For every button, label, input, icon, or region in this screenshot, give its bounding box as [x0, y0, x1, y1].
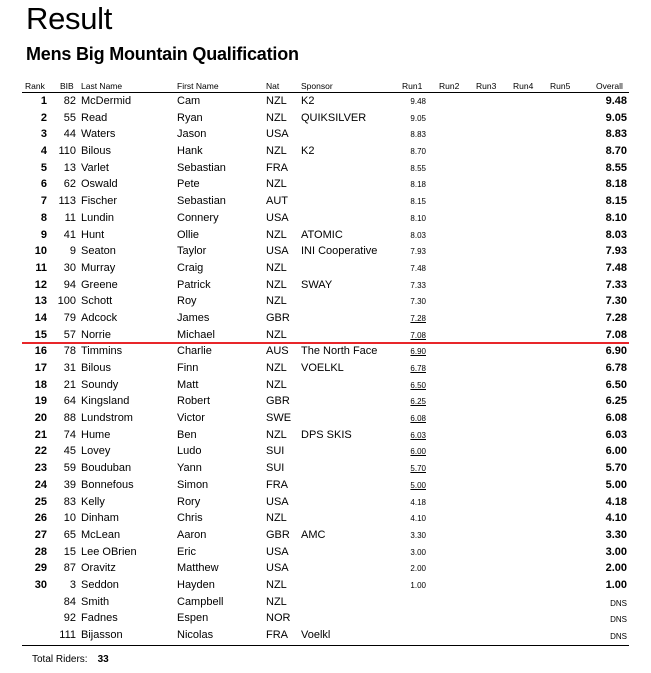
nat-cell: NZL	[266, 362, 287, 374]
overall-cell: 7.28	[605, 311, 627, 324]
bib-cell: 41	[63, 228, 76, 241]
nat-cell: FRA	[266, 161, 288, 174]
last-name-cell: Kelly	[81, 495, 105, 508]
rank-cell: 17	[34, 362, 47, 374]
first-name-cell: Aaron	[177, 528, 207, 541]
total-riders-label: Total Riders:	[32, 654, 88, 665]
bib-cell: 55	[63, 111, 76, 124]
first-name-cell: Yann	[177, 462, 202, 475]
event-subtitle: Mens Big Mountain Qualification	[26, 44, 299, 64]
nat-cell: NZL	[266, 145, 287, 158]
run1-cell: 6.90	[410, 347, 426, 357]
bib-cell: 79	[63, 311, 76, 324]
nat-cell: FRA	[266, 629, 288, 641]
table-row	[0, 428, 651, 445]
rank-cell: 9	[40, 228, 47, 241]
first-name-cell: Matt	[177, 378, 199, 391]
run1-cell: 7.93	[410, 247, 426, 257]
rank-cell: 20	[34, 412, 47, 425]
table-row	[0, 361, 651, 378]
last-name-cell: Bouduban	[81, 462, 132, 475]
overall-cell: 8.10	[605, 211, 627, 224]
last-name-cell: McDermid	[81, 95, 132, 107]
overall-cell: 6.03	[605, 428, 627, 441]
bib-cell: 111	[59, 629, 76, 641]
last-name-cell: Kingsland	[81, 395, 130, 408]
rank-cell: 30	[34, 578, 47, 591]
overall-cell: 2.00	[605, 562, 627, 575]
overall-cell: 7.08	[605, 328, 627, 341]
header-rank: Rank	[25, 81, 45, 91]
last-name-cell: Bilous	[81, 362, 111, 374]
nat-cell: GBR	[266, 311, 290, 324]
bib-cell: 84	[63, 595, 76, 608]
bib-cell: 59	[63, 462, 76, 475]
sponsor-cell: K2	[301, 145, 315, 158]
first-name-cell: Hayden	[177, 578, 215, 591]
bib-cell: 100	[57, 295, 76, 308]
bib-cell: 10	[63, 512, 76, 525]
rank-cell: 22	[34, 445, 47, 458]
sponsor-cell: SWAY	[301, 278, 333, 291]
last-name-cell: Fischer	[81, 195, 118, 208]
first-name-cell: Nicolas	[177, 629, 214, 641]
last-name-cell: Waters	[81, 128, 116, 141]
overall-cell: 7.93	[605, 245, 627, 258]
last-name-cell: Murray	[81, 261, 116, 274]
header-sponsor: Sponsor	[301, 81, 333, 91]
sponsor-cell: DPS SKIS	[301, 428, 352, 441]
table-row	[0, 394, 651, 411]
nat-cell: NZL	[266, 228, 287, 241]
nat-cell: USA	[266, 562, 289, 575]
table-row	[0, 628, 651, 645]
first-name-cell: James	[177, 311, 210, 324]
run1-cell: 7.48	[410, 263, 426, 273]
overall-cell: 9.05	[605, 111, 627, 124]
nat-cell: SUI	[266, 462, 285, 475]
first-name-cell: Pete	[177, 178, 200, 191]
table-row	[0, 495, 651, 512]
table-row	[0, 194, 651, 211]
bib-cell: 94	[63, 278, 76, 291]
bib-cell: 15	[63, 545, 76, 558]
overall-cell: 1.00	[605, 578, 627, 591]
run1-cell: 4.10	[410, 514, 426, 524]
footer-divider	[22, 645, 629, 646]
bib-cell: 21	[63, 378, 76, 391]
sponsor-cell: INI Cooperative	[301, 245, 378, 258]
header-run4: Run4	[513, 81, 534, 91]
last-name-cell: Read	[81, 111, 108, 124]
overall-cell: 7.48	[605, 261, 627, 274]
overall-cell: 6.25	[605, 395, 627, 408]
header-divider	[22, 92, 629, 93]
overall-cell: 8.15	[605, 195, 627, 208]
table-row	[0, 261, 651, 278]
nat-cell: SUI	[266, 445, 285, 458]
run1-cell: 8.18	[410, 180, 426, 190]
overall-cell: 3.30	[605, 528, 627, 541]
run1-cell: 7.08	[410, 330, 426, 340]
overall-cell: 5.00	[605, 478, 627, 491]
rank-cell: 6	[40, 178, 47, 191]
bib-cell: 83	[63, 495, 76, 508]
nat-cell: GBR	[266, 395, 290, 408]
rank-cell: 23	[34, 462, 47, 475]
bib-cell: 44	[63, 128, 76, 141]
rank-cell: 28	[34, 545, 47, 558]
first-name-cell: Finn	[177, 362, 199, 374]
run1-cell: 1.00	[410, 580, 426, 590]
rank-cell: 13	[34, 295, 47, 308]
first-name-cell: Eric	[177, 545, 196, 558]
overall-cell: DNS	[610, 598, 627, 608]
nat-cell: NZL	[266, 95, 287, 107]
nat-cell: USA	[266, 545, 289, 558]
first-name-cell: Charlie	[177, 345, 212, 358]
table-row	[0, 94, 651, 111]
nat-cell: NZL	[266, 378, 287, 391]
rank-cell: 11	[35, 261, 47, 274]
last-name-cell: Lundstrom	[81, 412, 133, 425]
bib-cell: 45	[63, 445, 76, 458]
last-name-cell: Bonnefous	[81, 478, 134, 491]
header-first-name: First Name	[177, 81, 219, 91]
table-row	[0, 545, 651, 562]
run1-cell: 7.33	[410, 280, 426, 290]
overall-cell: DNS	[610, 615, 627, 625]
total-riders-value: 33	[97, 654, 109, 665]
first-name-cell: Matthew	[177, 562, 219, 575]
bib-cell: 11	[64, 211, 76, 224]
qualification-cutoff-line	[22, 342, 629, 344]
rank-cell: 1	[40, 95, 47, 107]
run1-cell: 8.55	[410, 163, 426, 173]
run1-cell: 6.78	[410, 364, 426, 373]
overall-cell: 6.08	[605, 412, 627, 425]
overall-cell: 7.33	[605, 278, 627, 291]
bib-cell: 30	[63, 261, 76, 274]
last-name-cell: Bijasson	[81, 629, 123, 641]
table-row	[0, 244, 651, 261]
bib-cell: 82	[63, 95, 76, 107]
last-name-cell: Oswald	[81, 178, 118, 191]
run1-cell: 7.28	[410, 313, 426, 323]
first-name-cell: Hank	[177, 145, 203, 158]
rank-cell: 5	[40, 161, 47, 174]
overall-cell: 6.00	[605, 445, 627, 458]
rank-cell: 29	[34, 562, 47, 575]
bib-cell: 13	[63, 161, 76, 174]
first-name-cell: Rory	[177, 495, 201, 508]
nat-cell: NZL	[266, 178, 287, 191]
overall-cell: 7.30	[605, 295, 627, 308]
run1-cell: 5.00	[410, 480, 426, 490]
table-row	[0, 478, 651, 495]
overall-cell: 5.70	[605, 462, 627, 475]
table-row	[0, 311, 651, 328]
nat-cell: NZL	[266, 578, 287, 591]
rank-cell: 3	[40, 128, 47, 141]
header-run2: Run2	[439, 81, 460, 91]
rank-cell: 24	[34, 478, 47, 491]
bib-cell: 74	[63, 428, 76, 441]
total-riders	[32, 654, 109, 665]
run1-cell: 8.15	[410, 197, 426, 207]
first-name-cell: Sebastian	[177, 195, 226, 208]
first-name-cell: Espen	[177, 612, 209, 625]
last-name-cell: Smith	[81, 595, 110, 608]
bib-cell: 92	[63, 612, 76, 625]
run1-cell: 4.18	[410, 497, 426, 507]
table-row	[0, 578, 651, 595]
table-row	[0, 161, 651, 178]
run1-cell: 3.30	[410, 530, 426, 540]
run1-cell: 2.00	[410, 564, 426, 574]
first-name-cell: Ludo	[177, 445, 202, 458]
sponsor-cell: Voelkl	[301, 629, 331, 641]
rank-cell: 15	[34, 328, 47, 341]
run1-cell: 6.50	[410, 380, 426, 390]
first-name-cell: Patrick	[177, 278, 211, 291]
table-row	[0, 611, 651, 628]
first-name-cell: Simon	[177, 478, 209, 491]
last-name-cell: Varlet	[81, 161, 109, 174]
rank-cell: 14	[34, 311, 47, 324]
overall-cell: 8.18	[605, 178, 627, 191]
last-name-cell: Greene	[81, 278, 118, 291]
overall-cell: 8.03	[605, 228, 627, 241]
rank-cell: 8	[40, 211, 47, 224]
last-name-cell: Timmins	[81, 345, 123, 358]
last-name-cell: Hume	[81, 428, 111, 441]
results-table	[0, 94, 651, 645]
bib-cell: 65	[63, 528, 76, 541]
header-overall: Overall	[596, 81, 623, 91]
table-row	[0, 177, 651, 194]
bib-cell: 113	[58, 195, 76, 208]
last-name-cell: Hunt	[81, 228, 105, 241]
nat-cell: NZL	[266, 328, 287, 341]
table-row	[0, 111, 651, 128]
sponsor-cell: The North Face	[301, 345, 378, 358]
run1-cell: 8.70	[410, 147, 426, 157]
overall-cell: 8.70	[605, 145, 627, 158]
header-last-name: Last Name	[81, 81, 123, 91]
sponsor-cell: QUIKSILVER	[301, 111, 367, 124]
overall-cell: 4.10	[605, 512, 627, 525]
rank-cell: 18	[34, 378, 47, 391]
sponsor-cell: ATOMIC	[301, 228, 343, 241]
run1-cell: 8.83	[410, 130, 426, 140]
first-name-cell: Connery	[177, 211, 219, 224]
last-name-cell: McLean	[81, 528, 121, 541]
last-name-cell: Oravitz	[81, 562, 116, 575]
bib-cell: 31	[63, 362, 76, 374]
nat-cell: AUS	[266, 345, 289, 358]
table-row	[0, 511, 651, 528]
nat-cell: NZL	[266, 428, 287, 441]
first-name-cell: Ryan	[177, 111, 203, 124]
nat-cell: NZL	[266, 278, 287, 291]
bib-cell: 64	[63, 395, 76, 408]
bib-cell: 39	[63, 478, 76, 491]
header-nat: Nat	[266, 81, 280, 91]
bib-cell: 3	[69, 578, 76, 591]
first-name-cell: Craig	[177, 261, 204, 274]
last-name-cell: Adcock	[81, 311, 118, 324]
rank-cell: 2	[40, 111, 47, 124]
rank-cell: 10	[34, 245, 47, 258]
table-row	[0, 411, 651, 428]
page-title: Result	[26, 1, 113, 36]
run1-cell: 8.03	[410, 230, 426, 240]
table-row	[0, 444, 651, 461]
rank-cell: 16	[34, 345, 47, 358]
sponsor-cell: K2	[301, 95, 315, 107]
last-name-cell: Lovey	[81, 445, 111, 458]
first-name-cell: Ben	[177, 428, 197, 441]
overall-cell: 3.00	[605, 545, 627, 558]
first-name-cell: Michael	[177, 328, 215, 341]
run1-cell: 6.00	[410, 447, 426, 457]
table-row	[0, 294, 651, 311]
overall-cell: 6.50	[605, 378, 627, 391]
bib-cell: 78	[63, 345, 76, 358]
overall-cell: 8.55	[605, 161, 627, 174]
header-run1: Run1	[402, 81, 423, 91]
table-row	[0, 278, 651, 295]
rank-cell: 7	[40, 195, 47, 208]
run1-cell: 6.08	[410, 414, 426, 424]
table-row	[0, 144, 651, 161]
first-name-cell: Cam	[177, 95, 201, 107]
rank-cell: 4	[40, 145, 47, 158]
rank-cell: 26	[34, 512, 47, 525]
first-name-cell: Roy	[177, 295, 197, 308]
nat-cell: SWE	[266, 412, 292, 425]
last-name-cell: Lee OBrien	[81, 545, 137, 558]
rank-cell: 25	[34, 495, 47, 508]
nat-cell: USA	[266, 495, 289, 508]
last-name-cell: Bilous	[81, 145, 111, 158]
first-name-cell: Campbell	[177, 595, 224, 608]
nat-cell: FRA	[266, 478, 288, 491]
last-name-cell: Soundy	[81, 378, 119, 391]
overall-cell: 4.18	[605, 495, 627, 508]
overall-cell: 6.78	[605, 362, 627, 374]
nat-cell: USA	[266, 245, 289, 258]
table-row	[0, 211, 651, 228]
overall-cell: 9.48	[605, 95, 627, 107]
table-row	[0, 461, 651, 478]
table-row	[0, 595, 651, 612]
run1-cell: 8.10	[410, 213, 426, 223]
nat-cell: NZL	[266, 595, 287, 608]
rank-cell: 27	[34, 528, 47, 541]
bib-cell: 9	[69, 245, 76, 258]
nat-cell: AUT	[266, 195, 288, 208]
nat-cell: USA	[266, 211, 289, 224]
table-row	[0, 127, 651, 144]
last-name-cell: Lundin	[81, 211, 115, 224]
table-row	[0, 228, 651, 245]
last-name-cell: Dinham	[81, 512, 119, 525]
nat-cell: GBR	[266, 528, 290, 541]
nat-cell: NZL	[266, 111, 287, 124]
run1-cell: 9.48	[410, 97, 426, 106]
first-name-cell: Robert	[177, 395, 211, 408]
overall-cell: 6.90	[605, 345, 627, 358]
overall-cell: DNS	[610, 632, 627, 641]
sponsor-cell: VOELKL	[301, 362, 344, 374]
rank-cell: 19	[34, 395, 47, 408]
last-name-cell: Fadnes	[81, 612, 118, 625]
last-name-cell: Norrie	[81, 328, 111, 341]
last-name-cell: Seaton	[81, 245, 116, 258]
header-run5: Run5	[550, 81, 571, 91]
first-name-cell: Jason	[177, 128, 207, 141]
run1-cell: 9.05	[410, 113, 426, 123]
header-run3: Run3	[476, 81, 497, 91]
run1-cell: 6.03	[410, 430, 426, 440]
sponsor-cell: AMC	[301, 528, 326, 541]
overall-cell: 8.83	[605, 128, 627, 141]
last-name-cell: Seddon	[81, 578, 119, 591]
nat-cell: USA	[266, 128, 289, 141]
rank-cell: 12	[34, 278, 47, 291]
run1-cell: 3.00	[410, 547, 426, 557]
table-row	[0, 378, 651, 395]
header-bib: BIB	[60, 81, 74, 91]
bib-cell: 88	[63, 412, 76, 425]
first-name-cell: Chris	[177, 512, 203, 525]
table-row	[0, 561, 651, 578]
nat-cell: NZL	[266, 512, 287, 525]
first-name-cell: Sebastian	[177, 161, 226, 174]
nat-cell: NZL	[266, 261, 287, 274]
bib-cell: 87	[63, 562, 76, 575]
table-row	[0, 528, 651, 545]
last-name-cell: Schott	[81, 295, 113, 308]
table-row	[0, 344, 651, 361]
run1-cell: 6.25	[410, 397, 426, 407]
nat-cell: NZL	[266, 295, 287, 308]
bib-cell: 110	[58, 145, 76, 158]
first-name-cell: Victor	[177, 412, 205, 425]
first-name-cell: Ollie	[177, 228, 200, 241]
bib-cell: 57	[63, 328, 76, 341]
rank-cell: 21	[34, 428, 47, 441]
run1-cell: 7.30	[410, 297, 426, 307]
first-name-cell: Taylor	[177, 245, 207, 258]
nat-cell: NOR	[266, 612, 291, 625]
bib-cell: 62	[63, 178, 76, 191]
run1-cell: 5.70	[410, 464, 426, 474]
